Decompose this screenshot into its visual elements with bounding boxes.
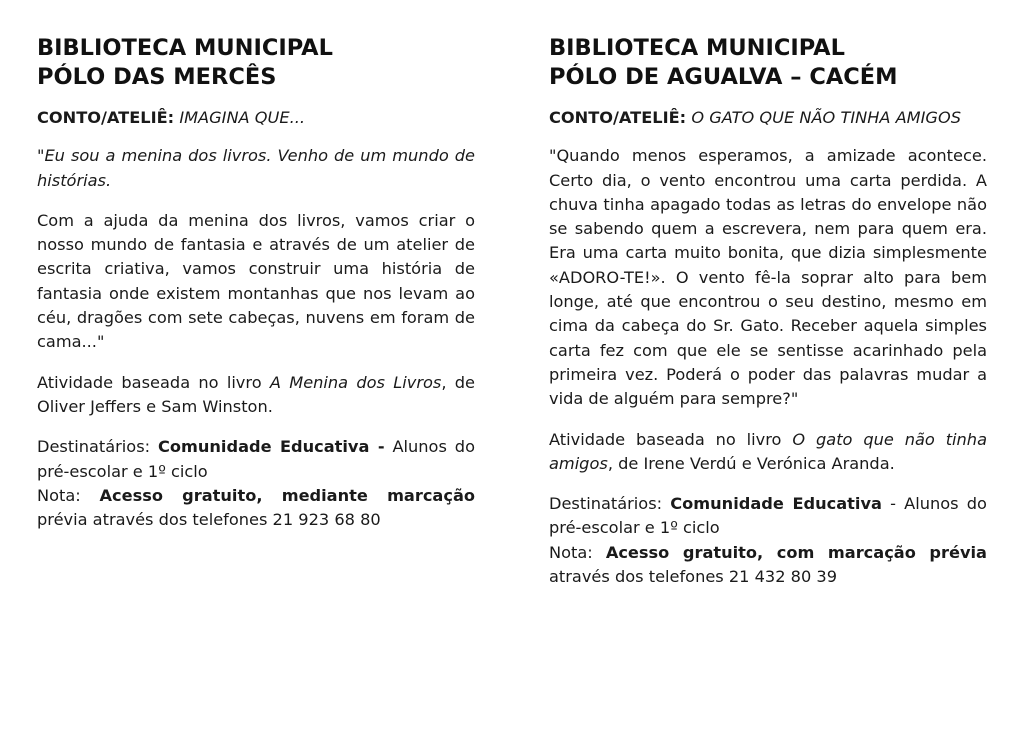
audience-paragraph (37, 435, 475, 484)
quote-text: "Eu sou a menina dos livros. Venho de um mundo de histórias. (37, 146, 475, 190)
note-rest: através dos telefones 21 432 80 39 (549, 567, 838, 587)
book-authors: , de Oliver Jeffers e Sam Winston. (37, 372, 475, 416)
library-title-line1: BIBLIOTECA MUNICIPAL (549, 35, 845, 61)
activity-name: IMAGINA QUE... (179, 108, 306, 127)
audience-label: Destinatários: (549, 494, 663, 514)
note-bold: Acesso gratuito, com marcação prévia (605, 542, 987, 562)
audience-label: Destinatários: (37, 437, 151, 457)
activity-name: O GATO QUE NÃO TINHA AMIGOS (691, 108, 961, 127)
note-paragraph (549, 541, 987, 590)
book-reference-prefix: Atividade baseada no livro (37, 372, 262, 392)
book-authors: , de Irene Verdú e Verónica Aranda. (607, 453, 895, 473)
book-title: A Menina dos Livros (269, 372, 442, 392)
library-title-line2: PÓLO DAS MERCÊS (37, 64, 277, 90)
activity-label: CONTO/ATELIÊ: (37, 108, 175, 127)
activity-heading (549, 106, 987, 130)
audience-rest: - Alunos do pré-escolar e 1º ciclo (549, 494, 987, 538)
audience-bold: Comunidade Educativa (670, 494, 882, 514)
book-reference (37, 371, 475, 420)
quote-paragraph (37, 144, 475, 193)
book-reference (549, 428, 987, 477)
description-paragraph: Com a ajuda da menina dos livros, vamos criar o nosso mundo de fantasia e através de um atelier de escrita criativa, vamos construir uma história de fantasia onde existem montanhas que nos levam ao céu, dragões com sete cabeças, nuvens em foram de cama..." (37, 210, 475, 352)
activity-heading (37, 106, 475, 130)
note-label: Nota: (549, 542, 593, 562)
book-title: O gato que não tinha amigos (549, 429, 987, 473)
story-paragraph: "Quando menos esperamos, a amizade acontece. Certo dia, o vento encontrou uma carta perdida. A chuva tinha apagado todas as letras do envelope não se sabendo quem a escrevera, nem para quem era. Era uma carta muito bonita, que dizia simplesmente «ADORO-TE!». O vento fê-la soprar alto para bem longe, até que encontrou o seu destino, mesmo em cima da cabeça do Sr. Gato. Receber aquela simples carta fez com que ele se sentisse acarinhado pela primeira vez. Poderá o poder das palavras mudar a vida de alguém para sempre?" (549, 146, 987, 409)
audience-bold: Comunidade Educativa - (158, 437, 385, 457)
note-bold: Acesso gratuito, mediante marcação (99, 485, 475, 505)
left-column (37, 34, 475, 532)
note-label: Nota: (37, 485, 81, 505)
audience-paragraph (549, 492, 987, 541)
book-reference-prefix: Atividade baseada no livro (549, 429, 782, 449)
activity-label: CONTO/ATELIÊ: (549, 108, 687, 127)
right-column (549, 34, 987, 589)
library-title-line2: PÓLO DE AGUALVA – CACÉM (549, 64, 898, 90)
audience-rest: Alunos do pré-escolar e 1º ciclo (37, 437, 475, 481)
library-title (549, 34, 987, 92)
note-rest: prévia através dos telefones 21 923 68 80 (37, 510, 381, 530)
note-paragraph (37, 484, 475, 533)
library-title-line1: BIBLIOTECA MUNICIPAL (37, 35, 333, 61)
library-title (37, 34, 475, 92)
